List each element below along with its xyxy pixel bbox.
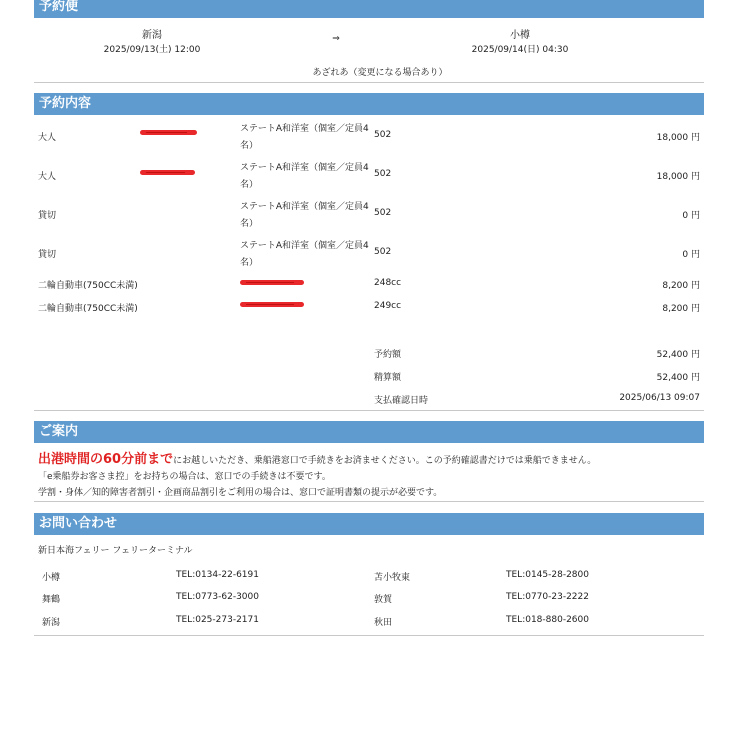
redacted-plate	[240, 302, 304, 307]
departure-port: 新潟	[142, 30, 162, 41]
notice-line-1-text: にお越しいただき、乗船港窓口で手続きをお済ませください。この予約確認書だけでは乗船できません。	[173, 456, 597, 466]
divider	[34, 501, 704, 502]
fare: 18,000 円	[656, 172, 700, 182]
summary-value: 52,400 円	[656, 373, 700, 383]
terminal-tel: TEL:0770-23-2222	[506, 592, 589, 602]
company-name: 新日本海フェリー フェリーターミナル	[38, 546, 193, 556]
departure-datetime: 2025/09/13(土) 12:00	[103, 45, 201, 55]
fare: 18,000 円	[656, 133, 700, 143]
room-number: 502	[374, 169, 392, 179]
terminal-name: 秋田	[374, 618, 393, 628]
redacted-name	[140, 170, 195, 175]
fare: 8,200 円	[662, 281, 700, 291]
passenger-type: 貸切	[38, 211, 57, 221]
terminal-tel: TEL:0134-22-6191	[176, 570, 259, 580]
fare: 8,200 円	[662, 304, 700, 314]
terminal-name: 小樽	[42, 573, 61, 583]
terminal-name: 舞鶴	[42, 595, 61, 605]
displacement: 248cc	[374, 278, 402, 288]
vehicle-type: 二輪自動車(750CC未満)	[38, 281, 138, 291]
section-header-voyage: 予約便	[34, 0, 704, 18]
section-header-contact: お問い合わせ	[34, 513, 704, 535]
summary-label: 精算額	[374, 373, 402, 383]
ship-name: あざれあ（変更になる場合あり）	[312, 68, 448, 78]
passenger-type: 貸切	[38, 250, 57, 260]
passenger-type: 大人	[38, 133, 57, 143]
arrival-datetime: 2025/09/14(日) 04:30	[471, 45, 569, 55]
divider	[34, 635, 704, 636]
terminal-name: 新潟	[42, 618, 61, 628]
displacement: 249cc	[374, 301, 402, 311]
arrow-icon: ⇒	[332, 34, 340, 44]
summary-value: 2025/06/13 09:07	[619, 393, 700, 403]
terminal-tel: TEL:025-273-2171	[176, 615, 259, 625]
divider	[34, 410, 704, 411]
summary-label: 予約額	[374, 350, 402, 360]
section-header-notice: ご案内	[34, 421, 704, 443]
seat-class: ステートA和洋室（個室／定員4名）	[240, 241, 369, 268]
terminal-name: 敦賀	[374, 595, 393, 605]
notice-line-1	[38, 448, 596, 467]
fare: 0 円	[682, 211, 700, 221]
room-number: 502	[374, 247, 392, 257]
notice-emphasis: 出港時間の60分前まで	[38, 452, 174, 467]
room-number: 502	[374, 130, 392, 140]
divider	[34, 82, 704, 83]
summary-label: 支払確認日時	[374, 396, 429, 406]
section-header-booking: 予約内容	[34, 93, 704, 115]
arrival-port: 小樽	[510, 30, 530, 41]
summary-value: 52,400 円	[656, 350, 700, 360]
terminal-tel: TEL:0145-28-2800	[506, 570, 589, 580]
seat-class: ステートA和洋室（個室／定員4名）	[240, 202, 369, 229]
notice-line-3: 学割・身体／知的障害者割引・企画商品割引をご利用の場合は、窓口で証明書類の提示が必要です。	[38, 488, 443, 498]
vehicle-type: 二輪自動車(750CC未満)	[38, 304, 138, 314]
seat-class: ステートA和洋室（個室／定員4名）	[240, 163, 369, 190]
notice-line-2: 「e乗船券お客さま控」をお持ちの場合は、窓口での手続きは不要です。	[38, 472, 331, 482]
room-number: 502	[374, 208, 392, 218]
fare: 0 円	[682, 250, 700, 260]
redacted-name	[140, 130, 197, 135]
terminal-name: 苫小牧東	[374, 573, 411, 583]
passenger-type: 大人	[38, 172, 57, 182]
terminal-tel: TEL:018-880-2600	[506, 615, 589, 625]
terminal-tel: TEL:0773-62-3000	[176, 592, 259, 602]
seat-class: ステートA和洋室（個室／定員4名）	[240, 124, 369, 151]
redacted-plate	[240, 280, 304, 285]
